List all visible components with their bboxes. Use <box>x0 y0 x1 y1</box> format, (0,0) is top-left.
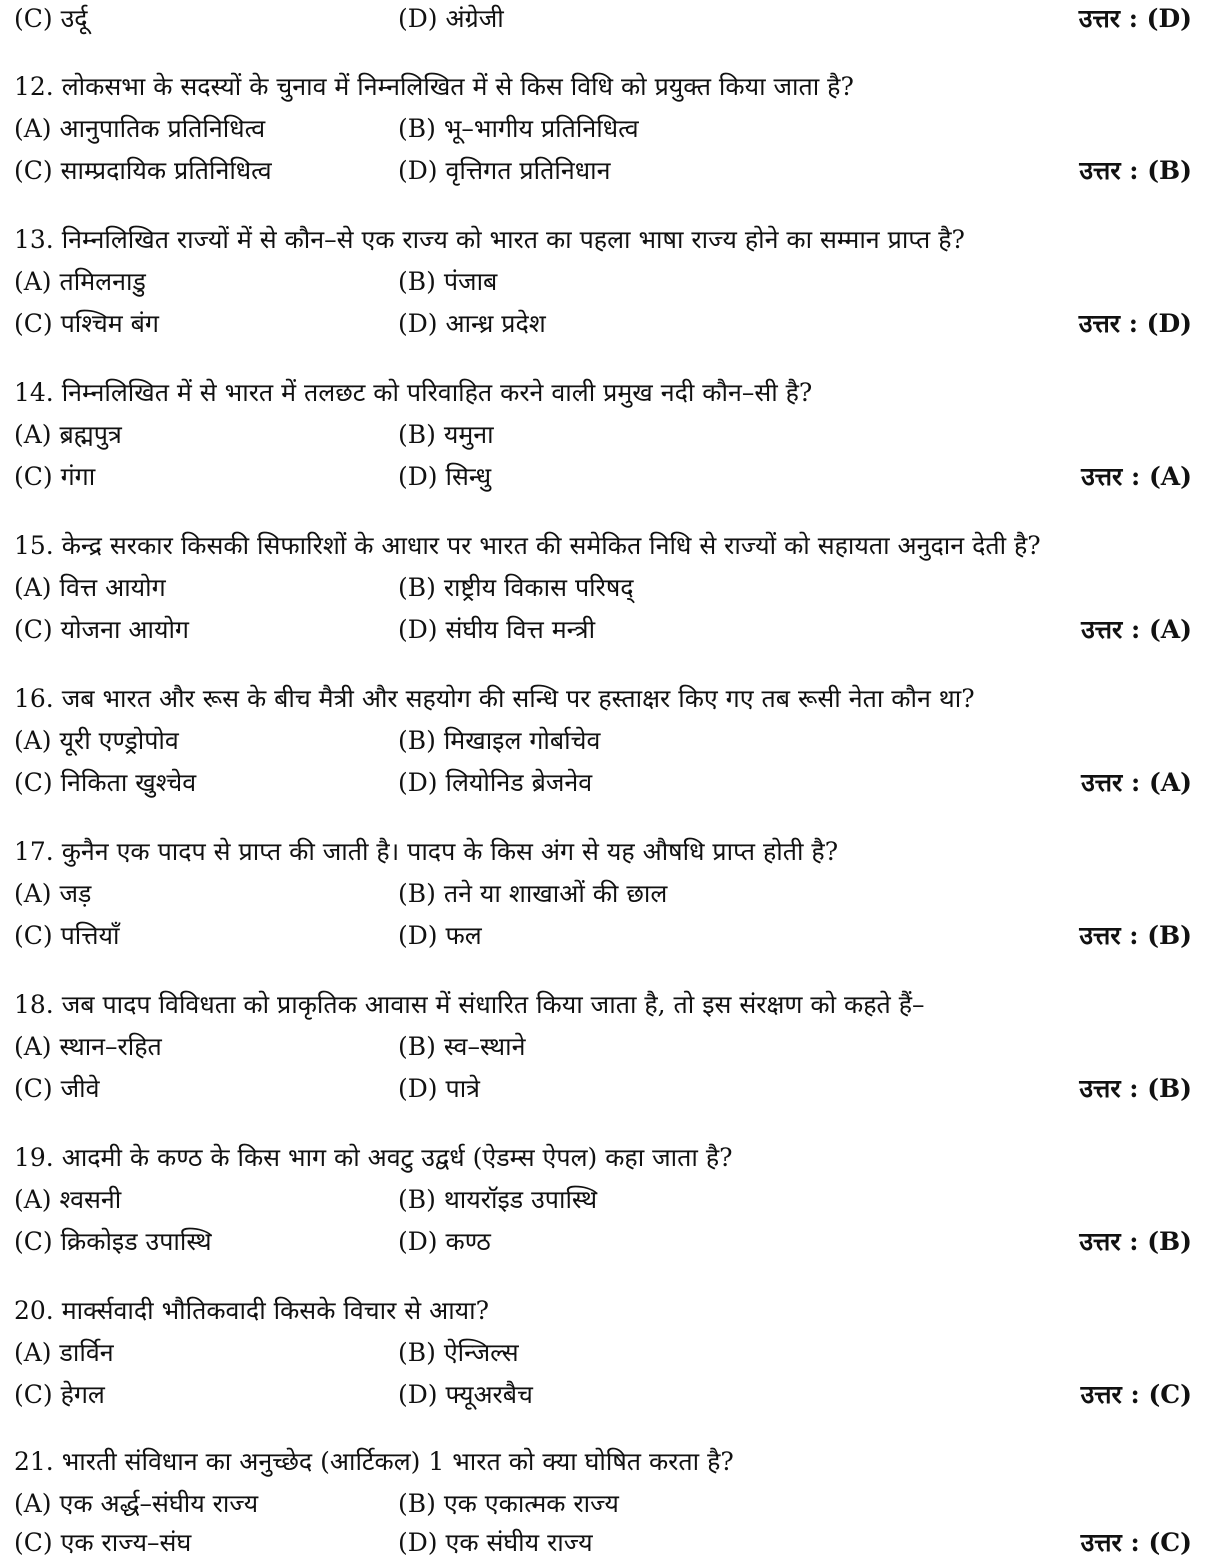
options-row <box>14 1223 1192 1261</box>
question-text: 12. लोकसभा के सदस्यों के चुनाव में निम्नलिखित में से किस विधि को प्रयुक्त किया जाता है? <box>14 72 854 101</box>
question-text: 21. भारती संविधान का अनुच्छेद (आर्टिकल) 1 भारत को क्या घोषित करता है? <box>14 1447 734 1476</box>
answer-label: उत्तर : <box>1078 309 1138 338</box>
answer-value: (B) <box>1147 921 1192 950</box>
option-b: (B) स्व–स्थाने <box>398 1032 526 1061</box>
option-c: (C) पश्चिम बंग <box>14 309 160 338</box>
answer <box>1079 1223 1192 1261</box>
answer <box>1079 917 1192 955</box>
answer-label: उत्तर : <box>1078 4 1138 33</box>
answer-value: (D) <box>1146 309 1192 338</box>
options-row <box>14 1334 1192 1372</box>
question-text: 15. केन्द्र सरकार किसकी सिफारिशों के आधार पर भारत की समेकित निधि से राज्यों को सहायता अनुदान देती है? <box>14 531 1041 560</box>
question-text: 19. आदमी के कण्ठ के किस भाग को अवटु उद्वर्ध (ऐडम्स ऐपल) कहा जाता है? <box>14 1143 733 1172</box>
options-row <box>14 1524 1192 1562</box>
answer <box>1079 1070 1192 1108</box>
answer-label: उत्तर : <box>1080 1380 1140 1409</box>
option-c: (C) पत्तियाँ <box>14 921 120 950</box>
option-a: (A) स्थान–रहित <box>14 1032 162 1061</box>
option-c: (C) गंगा <box>14 462 96 491</box>
option-d: (D) फ्यूअरबैच <box>398 1380 533 1409</box>
option-a: (A) यूरी एण्ड्रोपोव <box>14 726 179 755</box>
option-b: (B) एक एकात्मक राज्य <box>398 1489 619 1518</box>
option-b: (B) राष्ट्रीय विकास परिषद् <box>398 573 634 602</box>
options-row <box>14 917 1192 955</box>
options-row <box>14 1181 1192 1219</box>
option-c: (C) हेगल <box>14 1380 105 1409</box>
answer-label: उत्तर : <box>1080 1528 1140 1557</box>
answer-value: (A) <box>1148 615 1192 644</box>
answer-value: (B) <box>1147 156 1192 185</box>
answer <box>1081 1376 1192 1414</box>
options-row <box>14 152 1192 190</box>
answer <box>1079 152 1192 190</box>
answer-label: उत्तर : <box>1079 1227 1139 1256</box>
options-row <box>14 722 1192 760</box>
option-b: (B) थायरॉइड उपास्थि <box>398 1185 598 1214</box>
answer <box>1079 0 1192 38</box>
option-c: (C) जीवे <box>14 1074 100 1103</box>
answer-value: (A) <box>1148 768 1192 797</box>
option-d: (D) संघीय वित्त मन्त्री <box>398 615 596 644</box>
answer-label: उत्तर : <box>1081 462 1141 491</box>
options-row <box>14 458 1192 496</box>
options-row <box>14 1485 1192 1523</box>
option-c: (C) साम्प्रदायिक प्रतिनिधित्व <box>14 156 272 185</box>
option-b: (B) मिखाइल गोर्बाचेव <box>398 726 601 755</box>
option-d: (D) सिन्धु <box>398 462 492 491</box>
answer-value: (B) <box>1147 1227 1192 1256</box>
option-b: (B) ऐन्जिल्स <box>398 1338 519 1367</box>
options-row <box>14 569 1192 607</box>
option-b: (B) यमुना <box>398 420 494 449</box>
options-row <box>14 1070 1192 1108</box>
option-a: (A) डार्विन <box>14 1338 114 1367</box>
answer-value: (C) <box>1148 1380 1192 1409</box>
option-a: (A) तमिलनाडु <box>14 267 146 296</box>
question-text: 16. जब भारत और रूस के बीच मैत्री और सहयोग की सन्धि पर हस्ताक्षर किए गए तब रूसी नेता कौन था? <box>14 684 975 713</box>
option-a: (A) वित्त आयोग <box>14 573 166 602</box>
option-d: (D) अंग्रेजी <box>398 4 504 33</box>
question-text: 20. मार्क्सवादी भौतिकवादी किसके विचार से आया? <box>14 1296 490 1325</box>
option-d: (D) कण्ठ <box>398 1227 491 1256</box>
option-b: (B) तने या शाखाओं की छाल <box>398 879 668 908</box>
question-text: 13. निम्नलिखित राज्यों में से कौन–से एक राज्य को भारत का पहला भाषा राज्य होने का सम्मान प्राप्त है? <box>14 225 965 254</box>
question-text: 18. जब पादप विविधता को प्राकृतिक आवास में संधारित किया जाता है, तो इस संरक्षण को कहते हैं– <box>14 990 925 1019</box>
answer-label: उत्तर : <box>1079 1074 1139 1103</box>
option-a: (A) एक अर्द्ध–संघीय राज्य <box>14 1489 259 1518</box>
option-c: (C) एक राज्य–संघ <box>14 1528 192 1557</box>
answer-label: उत्तर : <box>1079 921 1139 950</box>
option-b: (B) पंजाब <box>398 267 498 296</box>
option-b: (B) भू–भागीय प्रतिनिधित्व <box>398 114 639 143</box>
option-c: (C) योजना आयोग <box>14 615 190 644</box>
option-d: (D) पात्रे <box>398 1074 480 1103</box>
answer <box>1081 611 1192 649</box>
question-text: 14. निम्नलिखित में से भारत में तलछट को परिवाहित करने वाली प्रमुख नदी कौन–सी है? <box>14 378 813 407</box>
option-c: (C) क्रिकोइड उपास्थि <box>14 1227 212 1256</box>
options-row <box>14 263 1192 301</box>
options-row <box>14 0 1192 38</box>
answer-value: (B) <box>1147 1074 1192 1103</box>
options-row <box>14 1376 1192 1414</box>
option-c: (C) उर्दू <box>14 4 88 33</box>
answer-label: उत्तर : <box>1079 156 1139 185</box>
answer-label: उत्तर : <box>1081 615 1141 644</box>
options-row <box>14 1028 1192 1066</box>
option-d: (D) लियोनिड ब्रेजनेव <box>398 768 593 797</box>
answer <box>1081 1524 1192 1562</box>
option-d: (D) आन्ध्र प्रदेश <box>398 309 546 338</box>
option-a: (A) आनुपातिक प्रतिनिधित्व <box>14 114 266 143</box>
options-row <box>14 611 1192 649</box>
answer <box>1081 458 1192 496</box>
options-row <box>14 764 1192 802</box>
answer <box>1081 764 1192 802</box>
option-c: (C) निकिता खुश्चेव <box>14 768 197 797</box>
option-d: (D) एक संघीय राज्य <box>398 1528 593 1557</box>
answer-value: (C) <box>1148 1528 1192 1557</box>
answer-label: उत्तर : <box>1081 768 1141 797</box>
option-a: (A) जड़ <box>14 879 92 908</box>
options-row <box>14 305 1192 343</box>
option-a: (A) श्वसनी <box>14 1185 122 1214</box>
answer-value: (A) <box>1148 462 1192 491</box>
question-text: 17. कुनैन एक पादप से प्राप्त की जाती है। पादप के किस अंग से यह औषधि प्राप्त होती है? <box>14 837 839 866</box>
option-d: (D) वृत्तिगत प्रतिनिधान <box>398 156 611 185</box>
options-row <box>14 110 1192 148</box>
option-a: (A) ब्रह्मपुत्र <box>14 420 122 449</box>
option-d: (D) फल <box>398 921 482 950</box>
answer-value: (D) <box>1146 4 1192 33</box>
answer <box>1079 305 1192 343</box>
options-row <box>14 416 1192 454</box>
options-row <box>14 875 1192 913</box>
